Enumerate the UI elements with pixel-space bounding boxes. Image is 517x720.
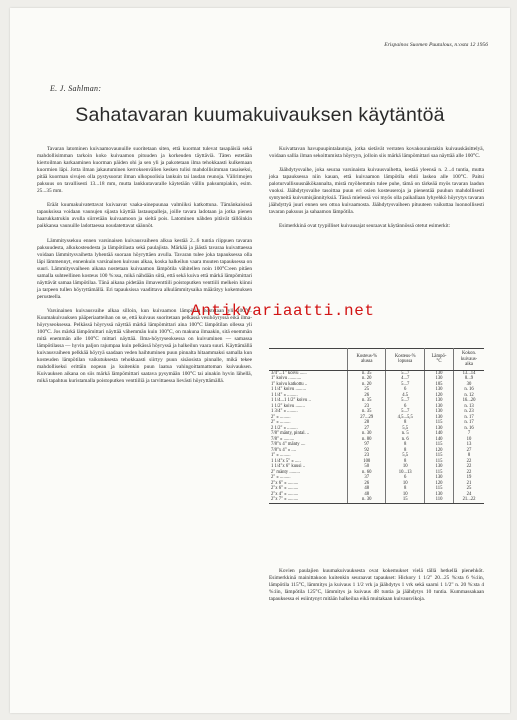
author-name: E. J. Sahlman: — [50, 84, 102, 93]
table-cell: 25 — [348, 387, 386, 393]
table-cell: n. 35 — [348, 398, 386, 404]
table-cell: 115 — [424, 486, 453, 492]
table-cell: 2"x 7" » ......... — [269, 497, 348, 503]
table-cell: 22 — [466, 469, 472, 475]
table-cell: 7/8" mänty, pintal. .. — [269, 431, 348, 437]
table-cell: 21...22 — [454, 497, 484, 503]
table-cell: n. 35 — [348, 409, 386, 415]
table-cell: 3/4"...1" koivu ...... — [269, 370, 348, 376]
paragraph: Kovien paulajien kuumakuivauksesta ovat kokemukset vielä tällä hetkellä pienehköt. Esimerkkinä mainittakoon kuitenkin seuraavat tapaukset: Hickory 1 1/2" 20...25 %:sta 6 %:iin, lämpötila 115°C, lämmitys ja kuivaus 1 1/2 vrk ja jäähdytys 1 vrk sekä saarni 1 1/2" n. 20 %:sta 4 %:iin, lämpötila 125°C, lämmitys ja kuivaus 48 tuntia ja jäähdytys 10 tuntia. Kummassakaan tapauksessa ei esiintynyt mitään halkeilua eikä muitakaan kuivausvikoja. — [269, 568, 484, 603]
table-cell: 5...7 — [386, 382, 424, 388]
table-cell: 2"x 4" » ......... — [269, 492, 348, 498]
table-cell: 6 — [386, 387, 424, 393]
table-cell: n. 20 — [348, 382, 386, 388]
table-cell: 27 — [348, 426, 386, 432]
table-cell: 1 1/4"x 5" » ..... — [269, 459, 348, 465]
paragraph: Jäähdytysvaihe, joka seuraa varsinaista kuivausvaihetta, kestää yleensä n. 2...4 tuntia, mutta joka tapauksessa niin kauan, että kuivaamon lämpötila ehtii laskea alle 100°C. Paitsi paloturvallisuusnäkökannalta, mistä myöhemmin tulee puhe, tämä on tärkeää myös tavaran laadun vuoksi. Jäähdytysvaihe tasoittaa puun eri osien kosteuseroja ja pienentää puuhun mahdollisesti syntyneitä kuivumisjännityksiä. Tässä mielessä voi myös olla paikallaan lyhyehkö höyrytys tavaran jäähdyttyä juuri ennen sen ottoa kuivaamosta. Jäähdytysvaiheen pituuteen vaikuttaa luonnollisesti tavaran paksuus ja sahaamon lämpötila. — [269, 167, 484, 216]
table-cell: 97 — [348, 442, 386, 448]
table-cell: 5...7 — [386, 398, 424, 404]
running-head: Erispainos Suomen Puutalous, n:osta 12 1956 — [384, 42, 488, 48]
table-cell: 1" » ......... — [269, 453, 348, 459]
table-cell: 22 — [466, 464, 472, 469]
table-cell: 19 — [466, 475, 472, 480]
table-cell: 130 — [424, 409, 453, 415]
table-cell: 2" » ......... — [269, 415, 348, 421]
paragraph: Lämmityssekuu ennen varsinaisen kuivausvaiheen alkua kestää 2...6 tuntia riippuen tavaran paksuudesta, alkukosteudesta ja lämpötilasta sekä paulajista. Märkää ja jäästä tavaraa kuivattaessa voidaan lämmitysvaihetta lyhentää suoraan höyryttäen avulla. Tavaran tulee joka tapauksessa olla läpi lämmennyt, ennenkuin varsinainen kuivaus alkaa, koska halkeilun vaara muuten tapauksessa on suuri. Lämmitysvaiheen aikana nostetaan kuivaamon lämpötila vähitellen noin 100°C:een pitäen samalla suhteellinen kosteus 100 %:ssa, mikä nähdään siitä, että sekä kuiva että märkä lämpömittari näyttävät samaa lämpötilaa. Tänä aikana pidetään ilmaventtiili poistoputken venttiili melkein kiinni ja tarpeen tullen höyryttämällä. Eri tapauksissa vaadittava alkulämmitysaika määrätyy kokemuksen perusteella. — [37, 237, 252, 300]
table-cell: 2"x 6" » ......... — [269, 481, 348, 487]
table-cell: 2" » ......... — [269, 475, 348, 481]
table-cell: 24 — [466, 491, 472, 497]
table-cell: 115 — [424, 459, 453, 465]
table-cell: 130 — [424, 475, 453, 481]
table-cell: 115 — [424, 420, 453, 426]
table-body — [269, 370, 484, 503]
table-cell: 27 — [466, 447, 472, 453]
table-header — [348, 349, 386, 371]
header-text: Kosteus-% alussa — [356, 353, 378, 365]
table-cell: n. 5 — [386, 431, 424, 437]
table-cell: 48 — [348, 486, 386, 492]
table-cell: 140 — [424, 437, 453, 443]
table-cell: 16...20 — [462, 398, 476, 403]
table-row — [269, 497, 484, 503]
table-cell: 130 — [424, 492, 453, 498]
table-cell: n. 60 — [348, 470, 386, 476]
table-cell: n. 16 — [464, 387, 474, 392]
table-cell: 7 — [467, 431, 471, 436]
table-cell: 5,5 — [386, 426, 424, 432]
table-cell: 6 — [386, 475, 424, 481]
table-cell: n. 35 — [348, 370, 386, 376]
table-cell: 10...13 — [386, 470, 424, 476]
table-cell: 10 — [466, 436, 472, 442]
paragraph: Eräät kuumakuivatettavat kuivaavat vaaka-ainepuunaa valmiiksi katkottuna. Tämänkaisissä tapauksissa voidaan vaunujen sijasta käyttää lastauspalleja, joille tavara ladotaan ja jotka pienen haarukkatrukin avulla siirretään kuivaamoon ja sieltä pois. Latominen nähden pitävät tällöinkin paikkansa vaunuille ladottaessa noudatettavat säännöt. — [37, 202, 252, 230]
table-cell: 4.5 — [386, 393, 424, 399]
table-cell: 130 — [424, 376, 453, 382]
closing-text — [269, 568, 484, 603]
header-text: Lämpö- °C — [431, 353, 447, 365]
table-cell: n. 6 — [386, 437, 424, 443]
table-header-row — [269, 349, 484, 371]
table-cell: 7/8"x 4" mänty .... — [269, 442, 348, 448]
table-cell: 130 — [424, 398, 453, 404]
table-cell: 120 — [424, 481, 453, 487]
table-cell: 50 — [348, 464, 386, 470]
paragraph: Tavaran latominen kuivaamovaunuille suoritetaan siten, että kuormat tulevat tasapäisiä sekä mahdollisimman tarkoin koko kuivaamon pituuden ja korkeuden täyttäviä. Täten estetään kiertoilman karkaaminen kuorman päiden ohi ja sen yli ja pakotetaan ilma tehokkaasti kulkemaan kuormien läpi. Jotta ilman jakautuminen kerroksenvälien kesken tulisi mahdollisimman tasaiseksi, pitää kuorman sivujen olla pystysuorat ilman ulkopuolisia lankuin tai laudan reunoja. Välirimojen paksuus on tavallisesti 13...18 mm, mutta lankkutavaralle käytetään vällin paksumpiakin, esim. 25...35 mm. — [37, 146, 252, 195]
table-cell: n. 13 — [464, 403, 474, 409]
table-cell: 4...7 — [386, 376, 424, 382]
table-cell: n. 23 — [464, 409, 474, 414]
article-title: Sahatavaran kuumakuivauksen käytäntöä — [75, 104, 445, 126]
table-cell: 8 — [386, 442, 424, 448]
table-cell: 105 — [424, 382, 453, 388]
paragraph: Kuivattavan havupuupintalautoja, jotka sietävät verraten kovakouraistakin kuivauskäsittelyä, voidaan sallia ilman sekoittumista höyryyn, jolloin siis märkä lämpömittari saa näyttää alle 100°C. — [269, 146, 484, 160]
table-cell: 120 — [424, 393, 453, 399]
header-text: Kokon. kuivaus- aika — [460, 351, 478, 367]
table-cell: 100 — [348, 459, 386, 465]
table-header — [424, 349, 453, 371]
table-cell: 2" » ......... — [269, 420, 348, 426]
table-cell: 10 — [386, 464, 424, 470]
table-cell: 23 — [348, 404, 386, 410]
table-cell: 1 3/4" » ......... — [269, 409, 348, 415]
table-cell: 1 1/2" koivu ........ — [269, 404, 348, 410]
table-cell: 48 — [348, 492, 386, 498]
table-cell: 8 — [386, 486, 424, 492]
table-cell: 8...9 — [464, 376, 474, 381]
table-cell: 115 — [424, 453, 453, 459]
table-header — [269, 349, 348, 371]
table-cell: 1" koivu ........... — [269, 376, 348, 382]
table-cell: n. 80 — [348, 437, 386, 443]
table-cell: 2" mänty ......... — [269, 470, 348, 476]
table-cell: 37 — [348, 475, 386, 481]
table-cell: 8 — [386, 459, 424, 465]
table-cell: 110 — [424, 497, 453, 503]
table-cell: n. 16 — [464, 425, 474, 431]
watermark: Antikvariaatti.net — [191, 302, 375, 320]
table-cell: 26 — [348, 481, 386, 487]
table-cell: 27...29 — [348, 415, 386, 421]
table-header — [454, 349, 484, 371]
document-page — [10, 8, 510, 713]
table-cell: 10 — [386, 492, 424, 498]
table-cell: 8 — [386, 448, 424, 454]
table-cell: n. 17 — [464, 414, 474, 420]
table-cell: 22 — [466, 458, 472, 464]
table-cell: 5...7 — [386, 409, 424, 415]
table-cell: 1 1/4" koivu ......... — [269, 387, 348, 393]
table-cell: 2 1/2" » ......... — [269, 426, 348, 432]
table-cell: 4,5...5,5 — [386, 415, 424, 421]
table-cell: n. 30 — [348, 497, 386, 503]
table-cell: n. 30 — [348, 431, 386, 437]
table-cell: 130 — [424, 387, 453, 393]
table-cell: 8 — [467, 453, 471, 458]
table-cell: 8 — [386, 420, 424, 426]
table-cell: 130 — [424, 415, 453, 421]
table-cell: 130 — [424, 426, 453, 432]
left-column — [37, 146, 252, 385]
table-cell: n. 17 — [464, 420, 474, 425]
table-cell: 26 — [348, 393, 386, 399]
table-cell: 120 — [424, 448, 453, 454]
table-cell: 130 — [424, 370, 453, 376]
table-cell: 92 — [348, 448, 386, 454]
table-intro: Esimerkkinä ovat tyypilliset kuivausajat seuraavat käytännössä otetut esimerkit: — [279, 223, 451, 230]
paragraph: Varsinainen kuivausvaihe alkaa silloin, kun kuivaamon lämpötila nostetaan yli 100°C. Kuumakuivauksen pääperiaatteihan on se, että kuivaus suoritetaan pelkässä vesihöyryssä eikä ilma-höyryseoksessa. Pelkässä höyryssä näyttää märkä lämpömittari aina 100°C lämpötilan ollessa yli 100°C. Jos märkä lämpömittari näyttää vähemmän kuin 100°C, on makuna ilmaakin, sitä enemmän mitä enemmän alle 100°C mittari näyttää. Ilma-höyryseoksessa on kuivuminen — samassa lämpötilassa — hyvin paljon rajumpaa kuin pelkässä höyryssä ja halkeilun vaara suuri. Käyttämällä kuivausvaiheen pelkkää höyryä saadaan veden haihtuminen puun pinnalta hitaammaksi samalla kun kosteuden lämpötilan vaikutuksesta tehokkaasti siirtyy puun sisäosista pinnalle, mikä tekee mahdolliseksi erittäin nopean ja kuitenkin puun laatua vahingoittamattoman kuivauksen. Kuivauksen aikana on siis märkä lämpömittari saatava pysymään 100°C tai ainakin hyvin lähellä, mikä tapahtuu kuristamalla poistoputken venttiiliä ja tarvittaessa lievästi höyryttämällä. — [37, 307, 252, 385]
table-cell: 13...14 — [462, 370, 476, 376]
table-header — [386, 349, 424, 371]
table-cell: 1 1/4"x 6" kuusi .. — [269, 464, 348, 470]
header-text: Kosteus-% lopussa — [394, 353, 416, 365]
table-cell: 6 — [386, 404, 424, 410]
table-cell: 30 — [466, 381, 472, 387]
table-cell: n. 20 — [348, 376, 386, 382]
table-cell: 15 — [386, 497, 424, 503]
table-cell: 5...7 — [386, 370, 424, 376]
drying-times-table — [269, 348, 484, 504]
table-cell: 7/8"x 4" » .... — [269, 448, 348, 454]
table-cell: 21 — [466, 480, 472, 486]
table-cell: 115 — [424, 470, 453, 476]
table-cell: 130 — [424, 404, 453, 410]
right-column — [269, 146, 484, 230]
table-cell: 10 — [386, 481, 424, 487]
table-cell: 13 — [466, 442, 472, 447]
table-cell: 5,5 — [386, 453, 424, 459]
table-cell: 25 — [466, 486, 472, 491]
table-cell: 1" koivu katkottu .. — [269, 382, 348, 388]
table-cell: 23 — [348, 453, 386, 459]
table-cell: 130 — [424, 464, 453, 470]
table-cell: 1 1/4...1 1/2" koivu .. — [269, 398, 348, 404]
table-cell: 140 — [424, 431, 453, 437]
table-cell: 28 — [348, 420, 386, 426]
table-cell: n. 12 — [464, 392, 474, 398]
table-cell: 7/8" » ......... — [269, 437, 348, 443]
table-cell: 115 — [424, 442, 453, 448]
table-cell: 2"x 6" » ......... — [269, 486, 348, 492]
table-cell: 1 1/4" » ......... — [269, 393, 348, 399]
